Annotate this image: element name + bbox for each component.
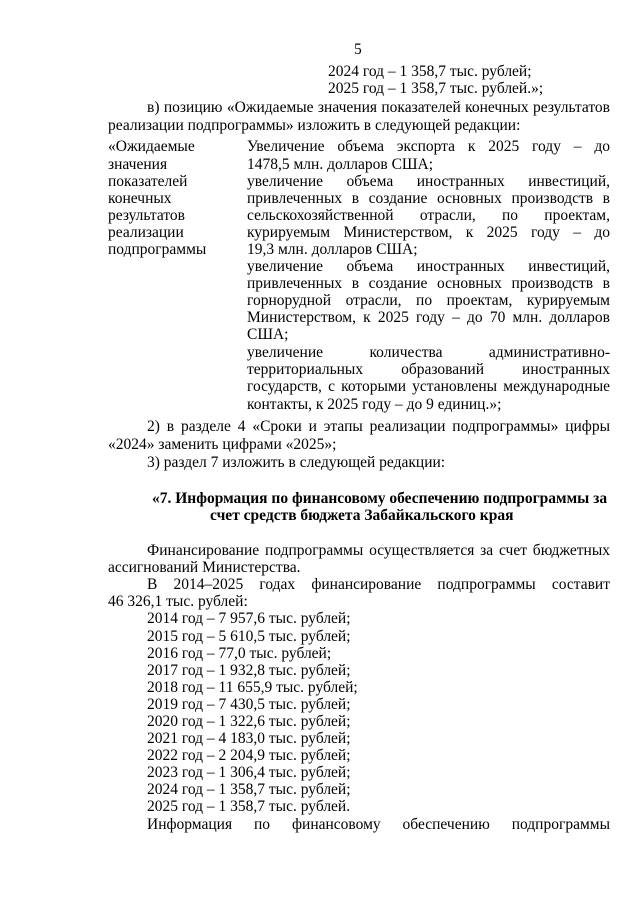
year-line: 2020 год – 1 322,6 тыс. рублей; <box>147 713 351 730</box>
table-left-label: конечных <box>108 190 172 207</box>
year-line: 2021 год – 4 183,0 тыс. рублей; <box>147 730 351 747</box>
year-line: 2017 год – 1 932,8 тыс. рублей; <box>147 662 351 679</box>
year-line: 2014 год – 7 957,6 тыс. рублей; <box>147 610 351 627</box>
table-right-line: 19,3 млн. долларов США; <box>247 241 418 258</box>
page-number: 5 <box>354 41 362 58</box>
table-right-line: привлеченных в создание основных производств в <box>247 190 610 207</box>
year-line: 2022 год – 2 204,9 тыс. рублей; <box>147 747 351 764</box>
year-line: 2025 год – 1 358,7 тыс. рублей. <box>147 798 351 815</box>
year-line: 2015 год – 5 610,5 тыс. рублей; <box>147 628 351 645</box>
table-right-line: сельскохозяйственной отрасли, по проектам, <box>247 207 610 224</box>
table-right-line: привлеченных в создание основных производств в <box>247 275 610 292</box>
year-line: 2024 год – 1 358,7 тыс. рублей; <box>147 781 351 798</box>
table-right-line: США; <box>247 326 289 343</box>
table-left-label: подпрограммы <box>108 241 207 258</box>
paragraph-line: реализации подпрограммы» изложить в следующей редакции: <box>108 117 521 134</box>
table-right-line: Увеличение объема экспорта к 2025 году – до <box>247 138 610 155</box>
year-line: 2023 год – 1 306,4 тыс. рублей; <box>147 764 351 781</box>
table-right-line: горнорудной отрасли, по проектам, курируемым <box>247 292 610 309</box>
table-right-line: увеличение объема иностранных инвестиций, <box>247 258 610 275</box>
table-left-label: реализации <box>108 224 184 241</box>
table-right-line: контакты, к 2025 году – до 9 единиц.»; <box>247 396 502 413</box>
paragraph-line: В 2014–2025 годах финансирование подпрограммы составит <box>147 576 610 593</box>
paragraph-line: 2) в разделе 4 «Сроки и этапы реализации подпрограммы» цифры <box>147 418 610 435</box>
top-line: 2024 год – 1 358,7 тыс. рублей; <box>328 63 532 80</box>
table-right-line: увеличение количества административно- <box>247 344 610 361</box>
paragraph-line: 46 326,1 тыс. рублей: <box>108 593 248 610</box>
paragraph-line: Информация по финансовому обеспечению подпрограммы <box>147 816 610 833</box>
table-left-label: результатов <box>108 207 185 224</box>
table-right-line: Министерством, к 2025 году – до 70 млн. долларов <box>247 309 610 326</box>
paragraph-line: Финансирование подпрограммы осуществляется за счет бюджетных <box>147 542 610 559</box>
table-left-label: «Ожидаемые <box>108 138 195 155</box>
table-right-line: территориальных образований иностранных <box>247 361 610 378</box>
top-line: 2025 год – 1 358,7 тыс. рублей.»; <box>328 80 544 97</box>
section-heading: счет средств бюджета Забайкальского края <box>210 507 514 524</box>
paragraph-line: 3) раздел 7 изложить в следующей редакции: <box>147 454 446 471</box>
year-line: 2016 год – 77,0 тыс. рублей; <box>147 645 332 662</box>
section-heading: «7. Информация по финансовому обеспечению подпрограммы за <box>152 490 608 507</box>
table-right-line: 1478,5 млн. долларов США; <box>247 156 434 173</box>
paragraph-line: ассигнований Министерства. <box>108 559 301 576</box>
table-left-label: значения <box>108 156 168 173</box>
paragraph-line: «2024» заменить цифрами «2025»; <box>108 436 337 453</box>
table-right-line: государств, с которыми установлены международные <box>247 378 610 395</box>
year-line: 2019 год – 7 430,5 тыс. рублей; <box>147 696 351 713</box>
table-right-line: курируемым Министерством, к 2025 году – до <box>247 224 610 241</box>
paragraph-line: в) позицию «Ожидаемые значения показателей конечных результатов <box>147 99 610 116</box>
table-left-label: показателей <box>108 173 188 190</box>
year-line: 2018 год – 11 655,9 тыс. рублей; <box>147 679 358 696</box>
table-right-line: увеличение объема иностранных инвестиций, <box>247 173 610 190</box>
